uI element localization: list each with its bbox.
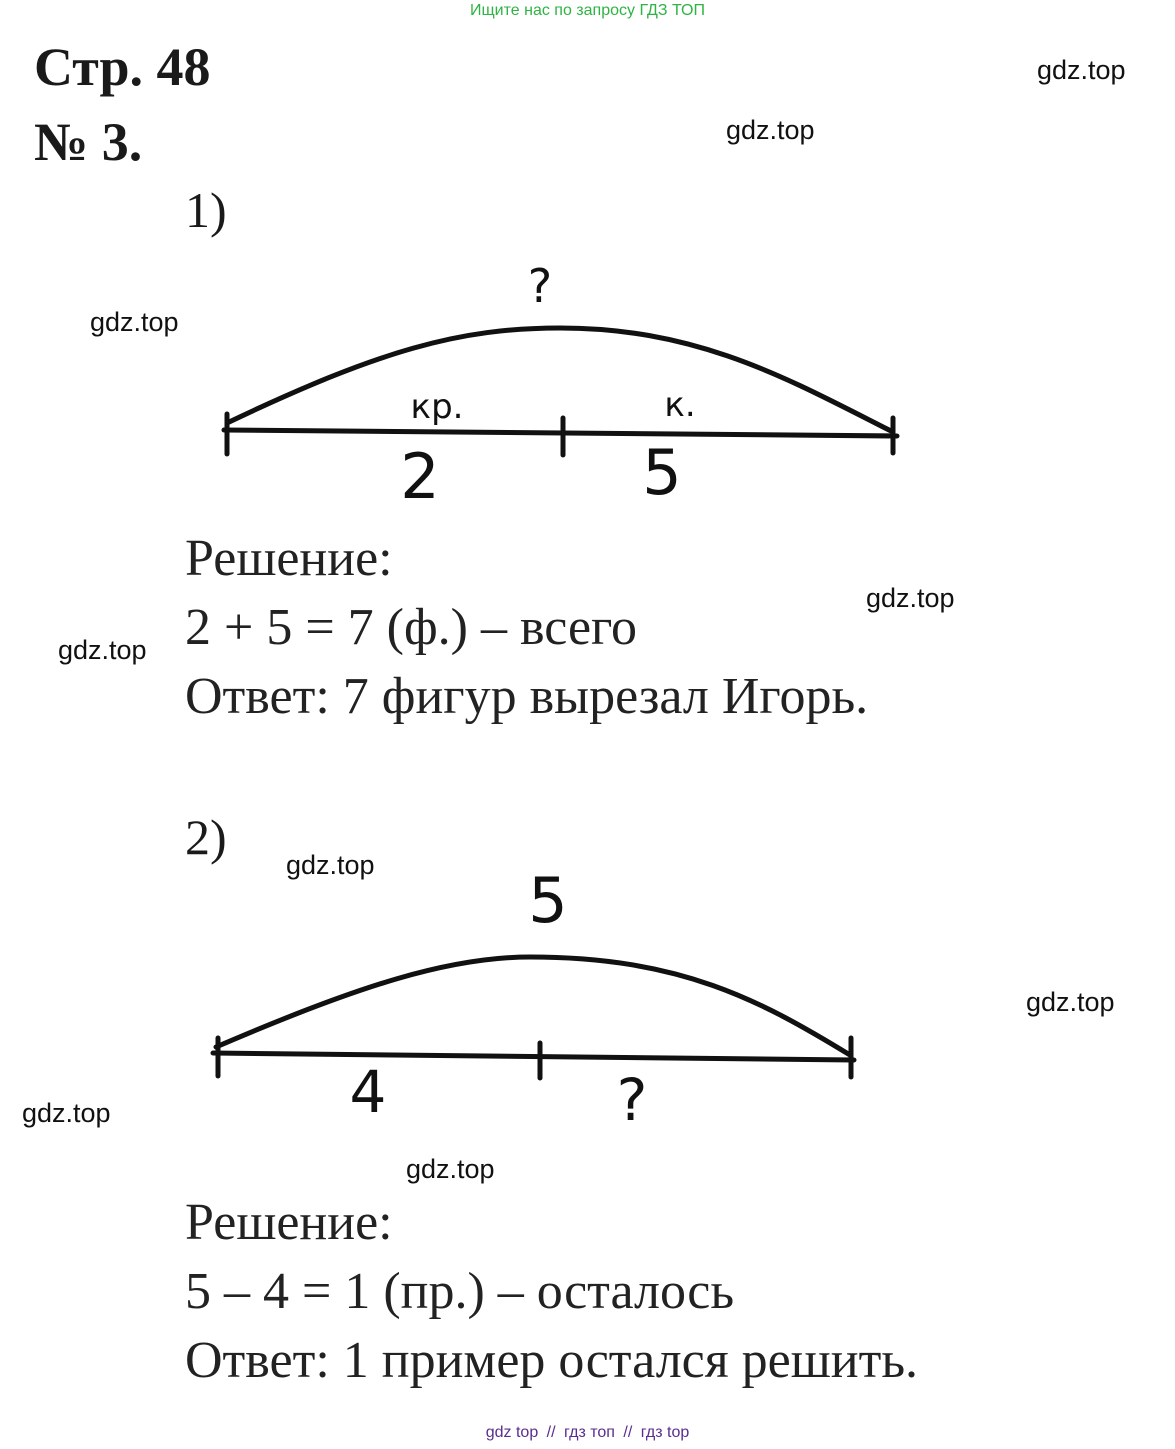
equation-1: 2 + 5 = 7 (ф.) – всего bbox=[185, 599, 638, 656]
answer-1: Ответ: 7 фигур вырезал Игорь. bbox=[185, 668, 869, 725]
task-number: № 3. bbox=[34, 112, 143, 172]
solution-heading-2: Решение: bbox=[185, 1194, 393, 1251]
watermark: gdz.top bbox=[90, 307, 179, 337]
total-label: ? bbox=[527, 259, 553, 313]
right-part-label: к. bbox=[664, 385, 696, 425]
part-2-label: 2) bbox=[185, 809, 227, 865]
footer-link-gdz-top-ru[interactable]: гдз топ bbox=[564, 1424, 615, 1441]
footer-links bbox=[0, 1424, 1175, 1442]
watermark: gdz.top bbox=[22, 1098, 111, 1128]
right-part-value: 5 bbox=[642, 436, 682, 509]
footer-link-gdz-top-mixed[interactable]: гдз top bbox=[640, 1424, 690, 1441]
watermark: gdz.top bbox=[58, 635, 147, 665]
footer-link-gdz-top[interactable]: gdz top bbox=[485, 1424, 539, 1441]
equation-2: 5 – 4 = 1 (пр.) – осталось bbox=[185, 1263, 735, 1320]
search-banner[interactable]: Ищите нас по запросу ГДЗ ТОП bbox=[470, 2, 705, 19]
footer-separator: // bbox=[546, 1424, 556, 1441]
right-part-value: ? bbox=[616, 1066, 648, 1134]
watermark: gdz.top bbox=[1037, 55, 1126, 85]
watermark: gdz.top bbox=[1026, 987, 1115, 1017]
left-part-value: 2 bbox=[400, 440, 440, 513]
page-title: Стр. 48 bbox=[34, 37, 211, 97]
watermark: gdz.top bbox=[726, 115, 815, 145]
watermark: gdz.top bbox=[866, 583, 955, 613]
left-part-label: кр. bbox=[410, 387, 464, 427]
watermark: gdz.top bbox=[406, 1154, 495, 1184]
footer-separator: // bbox=[623, 1424, 633, 1441]
watermark: gdz.top bbox=[286, 850, 375, 880]
solution-heading-1: Решение: bbox=[185, 530, 393, 587]
total-bracket-arc bbox=[216, 957, 850, 1055]
segment-line bbox=[213, 1053, 854, 1060]
answer-2: Ответ: 1 пример остался решить. bbox=[185, 1332, 919, 1389]
total-label: 5 bbox=[528, 864, 568, 937]
left-part-value: 4 bbox=[349, 1058, 387, 1126]
part-1-label: 1) bbox=[185, 182, 227, 238]
